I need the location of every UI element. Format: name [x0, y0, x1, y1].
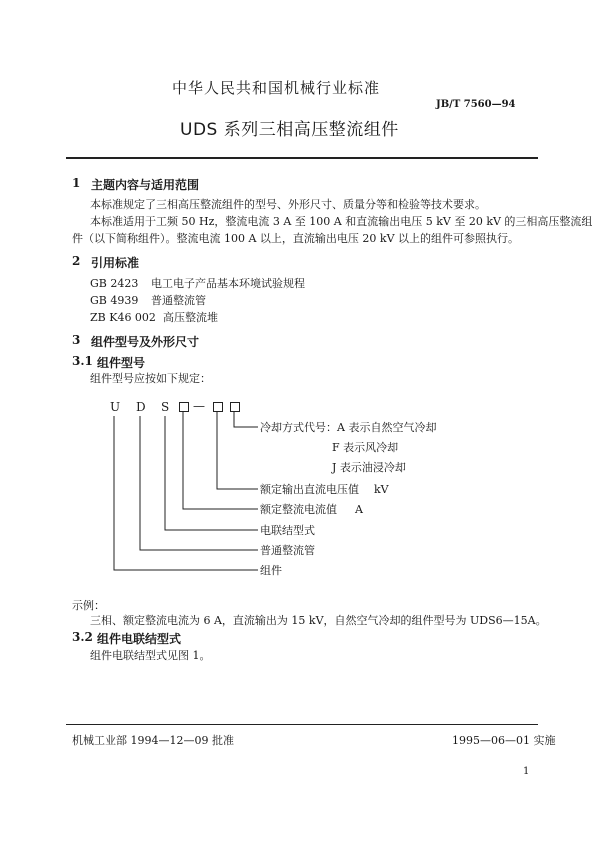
diagram-dash: — — [193, 399, 205, 413]
approval-date: 机械工业部 1994—12—09 批准 — [72, 734, 234, 747]
section-3-2-number: 3.2 — [72, 630, 93, 644]
diagram-current-label: 额定整流电流值 — [260, 503, 337, 516]
section-3-2-heading: 组件电联结型式 — [97, 632, 182, 646]
section-2-number: 2 — [72, 254, 81, 268]
section-3-number: 3 — [72, 333, 81, 347]
ref-title: 电工电子产品基本环境试验规程 — [151, 277, 305, 290]
section-3-heading: 组件型号及外形尺寸 — [91, 335, 200, 349]
footer-rule — [66, 724, 538, 725]
document-title: UDS 系列三相高压整流组件 — [180, 120, 399, 140]
diagram-connection-label: 电联结型式 — [260, 524, 315, 537]
diagram-letter-u: U — [110, 400, 121, 414]
diagram-current-unit: A — [355, 503, 363, 516]
section-3-2-text: 组件电联结型式见图 1。 — [90, 649, 211, 662]
standard-org: 中华人民共和国机械行业标准 — [172, 79, 381, 97]
diagram-rectifier-label: 普通整流管 — [260, 544, 315, 557]
standard-code: JB/T 7560—94 — [436, 99, 516, 110]
section-1-number: 1 — [72, 176, 81, 190]
implementation-date: 1995—06—01 实施 — [452, 734, 556, 747]
diagram-cooling-label: 冷却方式代号：A 表示自然空气冷却 — [260, 421, 437, 434]
ref-title: 普通整流管 — [151, 294, 206, 307]
section-3-1-heading: 组件型号 — [97, 356, 146, 370]
ref-code: GB 4939 — [90, 294, 139, 307]
example-text: 三相、额定整流电流为 6 A，直流输出为 15 kV，自然空气冷却的组件型号为 UDS6—15A。 — [90, 614, 547, 627]
diagram-assembly-label: 组件 — [260, 564, 282, 577]
section-1-para-2a: 本标准适用于工频 50 Hz，整流电流 3 A 至 100 A 和直流输出电压 5 kV 至 20 kV 的三相高压整流组 — [90, 215, 593, 228]
page-number: 1 — [523, 766, 530, 777]
section-2-heading: 引用标准 — [91, 256, 140, 270]
ref-code: GB 2423 — [90, 277, 139, 290]
example-label: 示例： — [72, 599, 105, 612]
ref-title: 高压整流堆 — [163, 311, 218, 324]
section-1-para-2b: 件（以下简称组件）。整流电流 100 A 以上，直流输出电压 20 kV 以上的组件可参照执行。 — [72, 232, 520, 245]
section-3-1-text: 组件型号应按如下规定： — [90, 372, 211, 385]
diagram-voltage-label: 额定输出直流电压值 — [260, 483, 359, 496]
diagram-voltage-unit: kV — [374, 483, 389, 496]
ref-code: ZB K46 002 — [90, 311, 156, 324]
section-3-1-number: 3.1 — [72, 354, 93, 368]
section-1-para-1: 本标准规定了三相高压整流组件的型号、外形尺寸、质量分等和检验等技术要求。 — [90, 198, 486, 211]
diagram-cooling-f: F 表示风冷却 — [332, 441, 399, 454]
section-1-heading: 主题内容与适用范围 — [91, 178, 200, 192]
diagram-letter-d: D — [136, 400, 146, 414]
diagram-letter-s: S — [161, 400, 170, 414]
diagram-cooling-j: J 表示油浸冷却 — [332, 461, 406, 474]
